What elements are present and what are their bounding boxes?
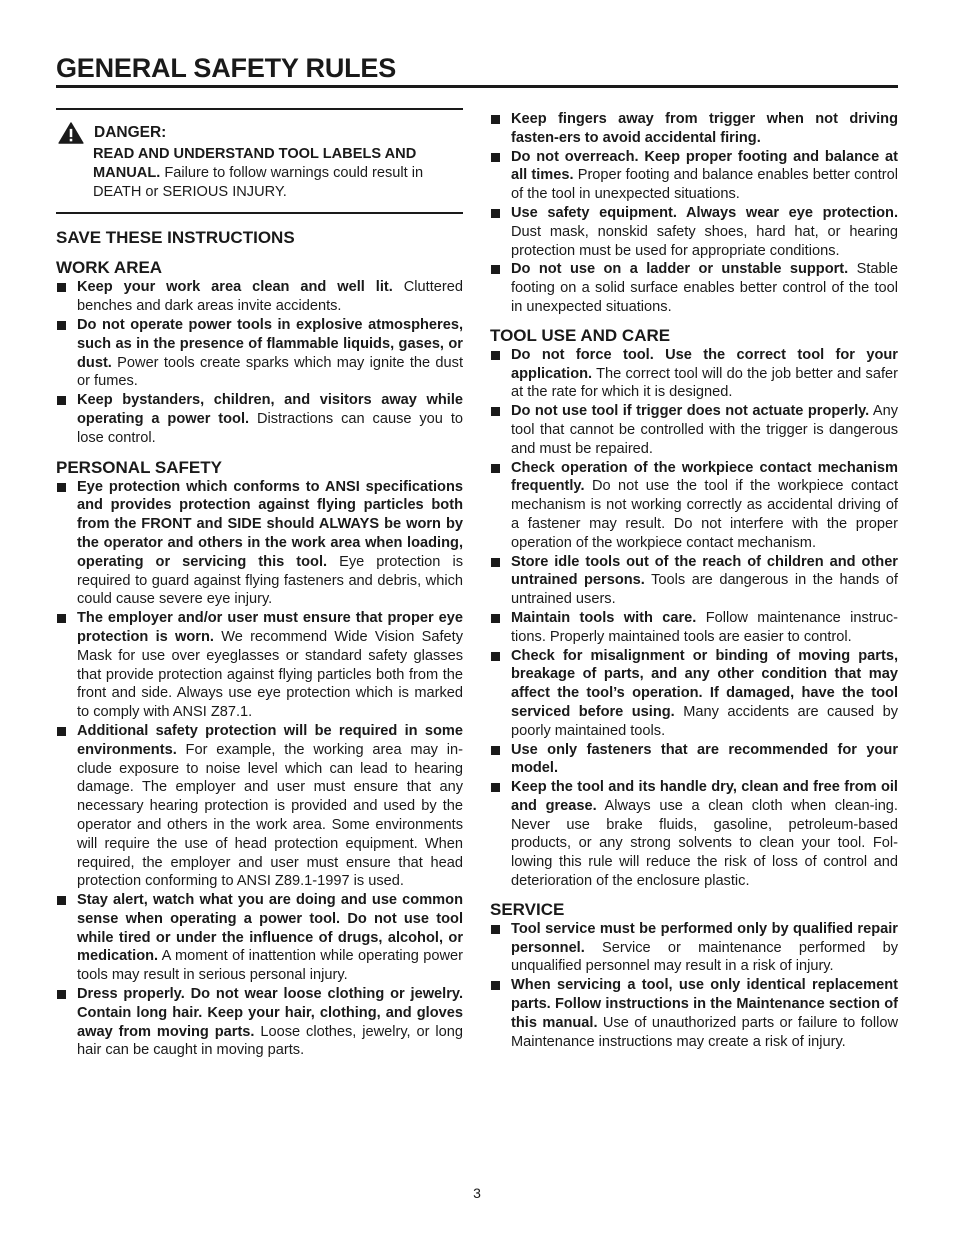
page-number: 3 xyxy=(473,1185,481,1201)
rule-body-text: Cluttered benches and dark areas invite accidents. xyxy=(77,279,463,315)
rule-body-text: Distractions can cause you to lose control. xyxy=(77,410,463,446)
list-item xyxy=(56,391,463,447)
danger-text xyxy=(93,145,463,201)
square-bullet-icon xyxy=(57,896,66,905)
square-bullet-icon xyxy=(491,351,500,360)
rule-body-text: Dust mask, nonskid safety shoes, hard hat, or hearing protection must be used for appropriate conditions. xyxy=(511,223,898,259)
rule-bold-text: Keep the tool and its handle dry, clean and free from oil and grease. xyxy=(511,779,898,814)
personal-safety-list xyxy=(56,478,463,1061)
rule-body-text: Use of unauthorized parts or failure to follow Maintenance instructions may create a risk of injury. xyxy=(511,1014,898,1050)
rule-body-text: Do not use the tool if the workpiece contact mechanism is not working correctly as accidental driving of a fastener may result. Do not interfere with the proper operation of the workpiece contact mechanism. xyxy=(511,478,898,551)
list-item xyxy=(490,778,898,891)
rule-body-text: Eye protection is required to guard against flying fasteners and debris, which could cause severe eye injury. xyxy=(77,553,463,608)
square-bullet-icon xyxy=(491,652,500,661)
list-item xyxy=(490,260,898,316)
rule-body-text: Many accidents are caused by poorly maintained tools. xyxy=(511,703,898,739)
rule-body-text: Always use a clean cloth when clean-ing. Never use brake fluids, gasoline, petroleum-based products, or any strong solvents to clean your tool. Fol-lowing this rule will reduce the risk of loss of control and deterioration of the enclosure plastic. xyxy=(511,797,898,890)
rule-body-text: Any tool that cannot be controlled with the trigger is dangerous and must be repaired. xyxy=(511,403,898,457)
square-bullet-icon xyxy=(491,746,500,755)
list-item xyxy=(490,976,898,1051)
rule-bold-text: The employer and/or user must ensure that proper eye protection is worn. xyxy=(77,610,463,645)
rule-body-text: The correct tool will do the job better and safer at the rate for which it is designed. xyxy=(511,365,898,401)
rule-bold-text: Do not use on a ladder or unstable support. xyxy=(511,261,849,278)
danger-label: DANGER: xyxy=(94,123,167,141)
list-item xyxy=(490,609,898,647)
rule-body-text: Follow maintenance instruc-tions. Properly maintained tools are easier to control. xyxy=(511,609,898,645)
list-item xyxy=(490,741,898,779)
square-bullet-icon xyxy=(491,558,500,567)
list-item xyxy=(56,891,463,985)
square-bullet-icon xyxy=(57,614,66,623)
work-area-list xyxy=(56,278,463,447)
rule-bold-text: Use safety equipment. Always wear eye protection. xyxy=(511,204,898,221)
square-bullet-icon xyxy=(57,396,66,405)
rule-body-text: A moment of inattention while operating power tools may result in serious personal injury. xyxy=(77,948,463,984)
list-item xyxy=(490,402,898,458)
service-list xyxy=(490,920,898,1052)
rule-bold-text: Store idle tools out of the reach of children and other untrained persons. xyxy=(511,553,898,589)
square-bullet-icon xyxy=(491,783,500,792)
square-bullet-icon xyxy=(491,153,500,162)
rule-bold-text: Keep bystanders, children, and visitors away while operating a power tool. xyxy=(77,392,463,427)
title-divider xyxy=(56,85,898,88)
work-area-heading: WORK AREA xyxy=(56,258,163,278)
rule-body-text: Tools are dangerous in the hands of untrained users. xyxy=(511,572,898,608)
square-bullet-icon xyxy=(57,283,66,292)
rule-body-text: Service or maintenance performed by unqualified personnel may result in a risk of injury. xyxy=(511,939,898,975)
rule-bold-text: Maintain tools with care. xyxy=(511,609,697,626)
rule-bold-text: Stay alert, watch what you are doing and use common sense when operating a power tool. Do not use tool while tired or under the influence of drugs, alcohol, or medication. xyxy=(77,892,463,965)
danger-body-text: Failure to follow warnings could result in DEATH or SERIOUS INJURY. xyxy=(93,164,424,200)
save-instructions-heading: SAVE THESE INSTRUCTIONS xyxy=(56,228,295,248)
square-bullet-icon xyxy=(491,407,500,416)
square-bullet-icon xyxy=(57,727,66,736)
list-item xyxy=(490,647,898,741)
rule-bold-text: Do not force tool. Use the correct tool for your application. xyxy=(511,346,898,382)
list-item xyxy=(490,920,898,976)
danger-notice xyxy=(56,108,463,214)
tool-use-heading: TOOL USE AND CARE xyxy=(490,325,671,345)
general-rules-list xyxy=(490,110,898,317)
rule-bold-text: Do not operate power tools in explosive atmospheres, such as in the presence of flammable liquids, gases, or dust. xyxy=(77,316,463,371)
rule-body-text: For example, the working area may in-clude exposure to noise level which can lead to hearing damage. The employer and user must ensure that any necessary hearing protection is provided and used by the operator and others in the work area. Some environments will require the use of head protection equipment. When required, the employer and user must ensure that head protection conforming to ANSI Z89.1-1997 is used. xyxy=(77,741,463,890)
list-item xyxy=(56,278,463,316)
tool-use-list xyxy=(490,346,898,891)
page-title: GENERAL SAFETY RULES xyxy=(56,53,397,83)
square-bullet-icon xyxy=(491,614,500,623)
square-bullet-icon xyxy=(57,990,66,999)
square-bullet-icon xyxy=(491,925,500,934)
rule-body-text: We recommend Wide Vision Safety Mask for use over eyeglasses or standard safety glasses that provide protection against flying particles both from the front and side. Always use eye protection which is marked to comply with ANSI Z87.1. xyxy=(77,628,463,721)
service-heading: SERVICE xyxy=(490,899,565,919)
rule-bold-text: When servicing a tool, use only identical replacement parts. Follow instructions in the Maintenance section of this manual. xyxy=(511,977,898,1031)
list-item xyxy=(56,722,463,891)
rule-bold-text: Tool service must be performed only by qualified repair personnel. xyxy=(511,920,898,956)
square-bullet-icon xyxy=(491,209,500,218)
rule-body-text: Power tools create sparks which may ignite the dust or fumes. xyxy=(77,354,463,390)
warning-triangle-icon xyxy=(57,122,85,144)
list-item xyxy=(490,346,898,402)
list-item xyxy=(490,110,898,148)
personal-safety-heading: PERSONAL SAFETY xyxy=(56,457,222,477)
rule-bold-text: Do not overreach. Keep proper footing and balance at all times. xyxy=(511,148,898,184)
list-item xyxy=(56,478,463,610)
list-item xyxy=(490,553,898,609)
square-bullet-icon xyxy=(57,321,66,330)
square-bullet-icon xyxy=(491,265,500,274)
rule-body-text: Proper footing and balance enables better control of the tool in unexpected situations. xyxy=(511,167,898,203)
rule-bold-text: Keep fingers away from trigger when not driving fasten-ers to avoid accidental firing. xyxy=(511,111,898,146)
right-column xyxy=(490,110,898,1051)
rule-body-text: Stable footing on a solid surface enables better control of the tool in unexpected situations. xyxy=(511,261,899,315)
rule-bold-text: Use only fasteners that are recommended for your model. xyxy=(511,741,898,777)
danger-bold-text: READ AND UNDERSTAND TOOL LABELS AND MANUAL. xyxy=(93,146,417,181)
list-item xyxy=(490,204,898,260)
list-item xyxy=(56,316,463,391)
list-item xyxy=(490,148,898,204)
rule-bold-text: Dress properly. Do not wear loose clothing or jewelry. Contain long hair. Keep your hair, clothing, and gloves away from moving parts. xyxy=(77,986,463,1040)
rule-bold-text: Do not use tool if trigger does not actuate properly. xyxy=(511,403,870,420)
list-item xyxy=(56,985,463,1060)
rule-bold-text: Check operation of the workpiece contact mechanism frequently. xyxy=(511,459,898,495)
left-column xyxy=(56,108,463,1060)
rule-bold-text: Eye protection which conforms to ANSI specifications and provides protection against flying particles both from the FRONT and SIDE should ALWAYS be worn by the operator and others in the work area when loading, operating or servicing this tool. xyxy=(77,478,463,570)
rule-body-text: Loose clothes, jewelry, or long hair can be caught in moving parts. xyxy=(77,1023,463,1059)
square-bullet-icon xyxy=(491,115,500,124)
square-bullet-icon xyxy=(491,464,500,473)
list-item xyxy=(56,609,463,722)
rule-bold-text: Check for misalignment or binding of moving parts, breakage of parts, and any other condition that may affect the tool’s operation. If damaged, have the tool serviced before using. xyxy=(511,647,898,720)
list-item xyxy=(490,459,898,553)
rule-bold-text: Keep your work area clean and well lit. xyxy=(77,279,393,296)
square-bullet-icon xyxy=(491,981,500,990)
square-bullet-icon xyxy=(57,483,66,492)
rule-bold-text: Additional safety protection will be required in some environments. xyxy=(77,722,463,758)
